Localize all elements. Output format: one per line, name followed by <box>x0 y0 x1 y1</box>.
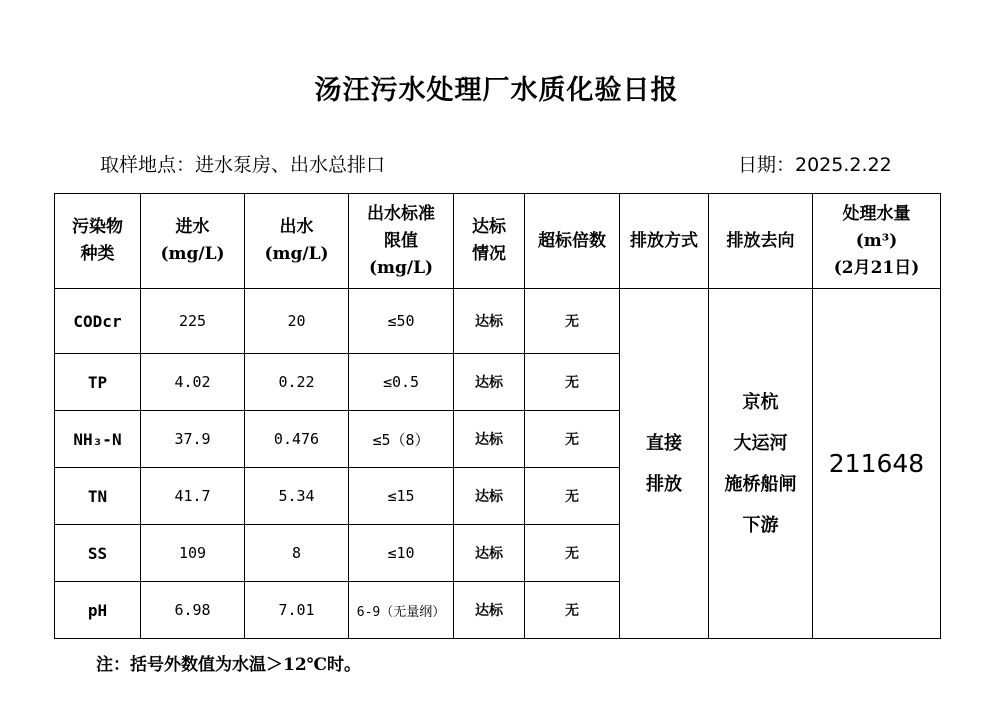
report-date: 日期：2025.2.22 <box>738 154 892 176</box>
limit-cell: ≤15 <box>349 468 454 525</box>
outlet-cell: 8 <box>245 525 349 582</box>
report-title: 汤汪污水处理厂水质化验日报 <box>314 75 679 106</box>
header-discharge-method: 排放方式 <box>620 194 709 289</box>
exceed-cell: 无 <box>525 354 620 411</box>
status-cell: 达标 <box>454 582 525 639</box>
footnote: 注：括号外数值为水温＞12℃时。 <box>96 655 362 675</box>
status-cell: 达标 <box>454 468 525 525</box>
status-cell: 达标 <box>454 354 525 411</box>
outlet-cell: 5.34 <box>245 468 349 525</box>
discharge-method-cell: 直接 排放 <box>620 289 709 639</box>
outlet-cell: 0.22 <box>245 354 349 411</box>
param-cell: TP <box>55 354 141 411</box>
limit-cell: ≤5（8） <box>349 411 454 468</box>
header-inlet: 进水 (mg/L) <box>141 194 245 289</box>
inlet-cell: 4.02 <box>141 354 245 411</box>
limit-cell: ≤0.5 <box>349 354 454 411</box>
param-cell: TN <box>55 468 141 525</box>
water-quality-table <box>54 193 941 639</box>
volume-cell: 211648 <box>813 289 941 639</box>
exceed-cell: 无 <box>525 582 620 639</box>
status-cell: 达标 <box>454 525 525 582</box>
status-cell: 达标 <box>454 411 525 468</box>
header-discharge-dest: 排放去向 <box>709 194 813 289</box>
exceed-cell: 无 <box>525 525 620 582</box>
limit-cell: 6-9（无量纲） <box>349 582 454 639</box>
inlet-cell: 109 <box>141 525 245 582</box>
inlet-cell: 37.9 <box>141 411 245 468</box>
discharge-dest-cell: 京杭 大运河 施桥船闸 下游 <box>709 289 813 639</box>
header-pollutant: 污染物 种类 <box>55 194 141 289</box>
param-cell: CODcr <box>55 289 141 354</box>
status-cell: 达标 <box>454 289 525 354</box>
exceed-cell: 无 <box>525 468 620 525</box>
inlet-cell: 41.7 <box>141 468 245 525</box>
header-status: 达标 情况 <box>454 194 525 289</box>
header-exceed: 超标倍数 <box>525 194 620 289</box>
sampling-location: 取样地点：进水泵房、出水总排口 <box>100 154 386 176</box>
exceed-cell: 无 <box>525 289 620 354</box>
exceed-cell: 无 <box>525 411 620 468</box>
param-cell: NH₃-N <box>55 411 141 468</box>
header-volume: 处理水量 (m³) (2月21日) <box>813 194 941 289</box>
limit-cell: ≤50 <box>349 289 454 354</box>
table-row <box>55 289 941 354</box>
header-row <box>55 194 941 289</box>
param-cell: SS <box>55 525 141 582</box>
outlet-cell: 7.01 <box>245 582 349 639</box>
limit-cell: ≤10 <box>349 525 454 582</box>
outlet-cell: 0.476 <box>245 411 349 468</box>
outlet-cell: 20 <box>245 289 349 354</box>
header-outlet: 出水 (mg/L) <box>245 194 349 289</box>
inlet-cell: 6.98 <box>141 582 245 639</box>
inlet-cell: 225 <box>141 289 245 354</box>
param-cell: pH <box>55 582 141 639</box>
header-limit: 出水标准 限值 (mg/L) <box>349 194 454 289</box>
